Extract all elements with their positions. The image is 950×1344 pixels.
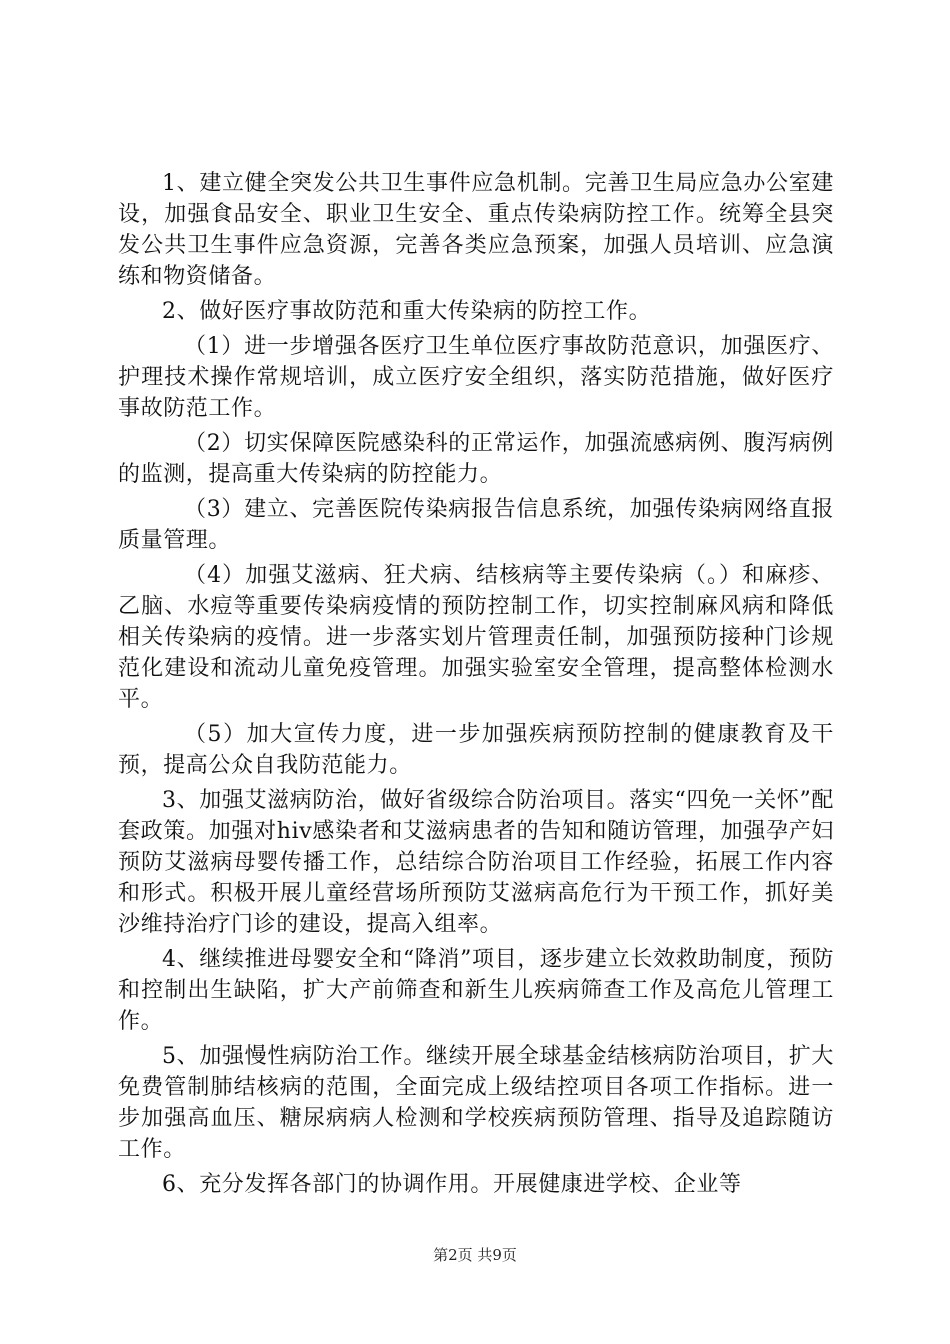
paragraph-2-1: （1）进一步增强各医疗卫生单位医疗事故防范意识，加强医疗、护理技术操作常规培训，成立医疗安全组织，落实防范措施，做好医疗事故防范工作。 [118,334,834,421]
paragraph-4: 4、继续推进母婴安全和“降消”项目，逐步建立长效救助制度，预防和控制出生缺陷，扩大产前筛查和新生儿疾病筛查工作及高危儿管理工作。 [118,947,834,1034]
paragraph-2-2: （2）切实保障医院感染科的正常运作，加强流感病例、腹泻病例的监测，提高重大传染病的防控能力。 [118,431,834,487]
paragraph-2-5: （5）加大宣传力度，进一步加强疾病预防控制的健康教育及干预，提高公众自我防范能力。 [118,722,834,778]
paragraph-2: 2、做好医疗事故防范和重大传染病的防控工作。 [162,299,652,324]
document-body [118,168,834,1204]
paragraph-2-3: （3）建立、完善医院传染病报告信息系统，加强传染病网络直报质量管理。 [118,497,834,553]
paragraph-5: 5、加强慢性病防治工作。继续开展全球基金结核病防治项目，扩大免费管制肺结核病的范围，全面完成上级结控项目各项工作指标。进一步加强高血压、糖尿病病人检测和学校疾病预防管理、指导及追踪随访工作。 [118,1044,834,1162]
paragraph-1: 1、建立健全突发公共卫生事件应急机制。完善卫生局应急办公室建设，加强食品安全、职业卫生安全、重点传染病防控工作。统筹全县突发公共卫生事件应急资源，完善各类应急预案，加强人员培训、应急演练和物资储备。 [118,171,834,289]
paragraph-6: 6、充分发挥各部门的协调作用。开展健康进学校、企业等 [162,1172,742,1197]
page-footer: 第2页 共9页 [433,1246,517,1264]
paragraph-3: 3、加强艾滋病防治，做好省级综合防治项目。落实“四免一关怀”配套政策。加强对hiv感染者和艾滋病患者的告知和随访管理，加强孕产妇预防艾滋病母婴传播工作，总结综合防治项目工作经验，拓展工作内容和形式。积极开展儿童经营场所预防艾滋病高危行为干预工作，抓好美沙维持治疗门诊的建设，提高入组率。 [118,788,834,937]
paragraph-2-4: （4）加强艾滋病、狂犬病、结核病等主要传染病（。）和麻疹、乙脑、水痘等重要传染病疫情的预防控制工作，切实控制麻风病和降低相关传染病的疫情。进一步落实划片管理责任制，加强预防接种门诊规范化建设和流动儿童免疫管理。加强实验室安全管理，提高整体检测水平。 [118,563,834,712]
